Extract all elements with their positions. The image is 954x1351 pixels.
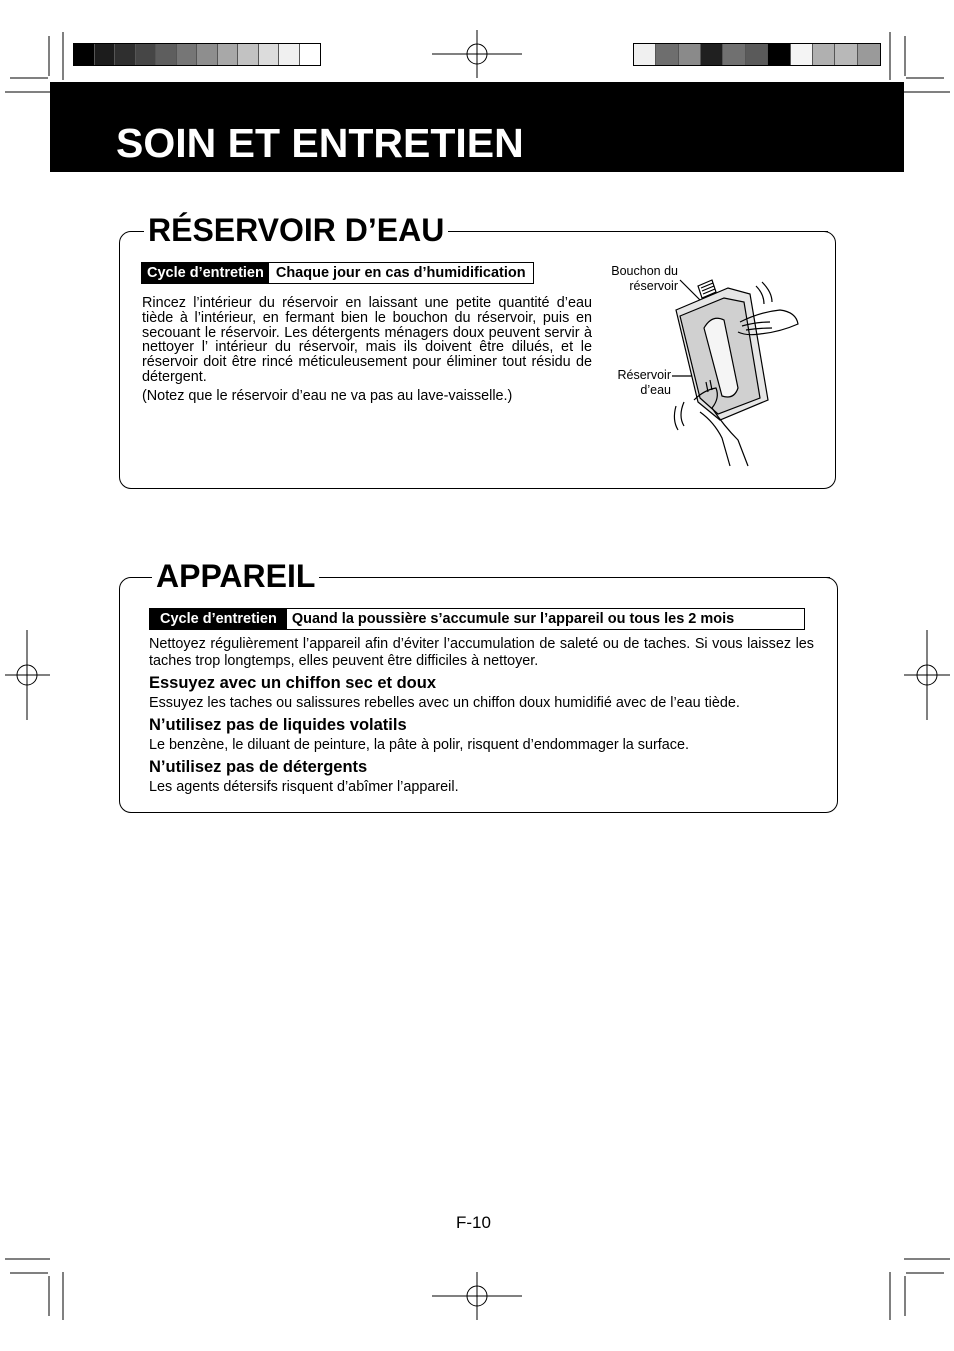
appareil-item-text: Le benzène, le diluant de peinture, la pâte à polir, risquent d’endommager la surface. (149, 737, 689, 753)
color-swatch (177, 44, 198, 65)
color-swatch (701, 44, 723, 65)
figure-label-cap: Bouchon du réservoir (611, 264, 678, 293)
color-swatch (656, 44, 678, 65)
color-swatch (218, 44, 239, 65)
color-swatch (768, 44, 790, 65)
page-number: F-10 (456, 1213, 491, 1232)
reservoir-heading: RÉSERVOIR D’EAU (144, 211, 448, 249)
cycle-value: Quand la poussière s’accumule sur l’appareil ou tous les 2 mois (287, 609, 739, 629)
appareil-intro: Nettoyez régulièrement l’appareil afin d’éviter l’accumulation de saleté ou de taches. Si vous laissez les taches trop longtemps, elles peuvent être difficiles à nettoyer. (149, 636, 814, 669)
cycle-label: Cycle d’entretien (150, 609, 287, 629)
appareil-item-heading: Essuyez avec un chiffon sec et doux (149, 674, 437, 692)
appareil-cycle-badge (149, 608, 805, 630)
color-bar-left (73, 43, 321, 66)
color-swatch (813, 44, 835, 65)
reservoir-heading-rule (440, 231, 828, 232)
color-swatch (238, 44, 259, 65)
cycle-value: Chaque jour en cas d’humidification (269, 263, 533, 283)
page-title: SOIN ET ENTRETIEN (116, 120, 524, 166)
color-swatch (634, 44, 656, 65)
color-swatch (115, 44, 136, 65)
figure-label-tank: Réservoir d’eau (617, 368, 671, 397)
color-swatch (279, 44, 300, 65)
appareil-item-heading: N’utilisez pas de liquides volatils (149, 716, 407, 734)
color-swatch (723, 44, 745, 65)
color-swatch (259, 44, 280, 65)
color-swatch (74, 44, 95, 65)
appareil-item-text: Les agents détersifs risquent d’abîmer l’appareil. (149, 779, 459, 795)
color-swatch (858, 44, 880, 65)
color-swatch (197, 44, 218, 65)
color-bar-right (633, 43, 881, 66)
color-swatch (679, 44, 701, 65)
title-band (50, 82, 904, 172)
appareil-item-heading: N’utilisez pas de détergents (149, 758, 368, 776)
water-tank-illustration (660, 270, 810, 470)
appareil-heading-rule (314, 577, 830, 578)
reservoir-instructions: Rincez l’intérieur du réservoir en laissant une petite quantité d’eau tiède à l’intérieur, en fermant bien le bouchon du réservoir, puis en secouant le réservoir. Les détergents ménagers doux peuvent servir à nettoyer l’ intérieur du réservoir, mais ils doivent être dilués, et le réservoir doit être rincé méticuleusement pour éliminer tout résidu de détergent. (142, 295, 592, 385)
color-swatch (136, 44, 157, 65)
color-swatch (746, 44, 768, 65)
color-swatch (835, 44, 857, 65)
appareil-item-text: Essuyez les taches ou salissures rebelles avec un chiffon doux humidifié avec de l’eau tiède. (149, 695, 740, 711)
reservoir-cycle-badge (141, 262, 534, 284)
cycle-label: Cycle d’entretien (142, 263, 269, 283)
color-swatch (300, 44, 320, 65)
color-swatch (156, 44, 177, 65)
reservoir-note: (Notez que le réservoir d’eau ne va pas au lave-vaisselle.) (142, 388, 513, 404)
color-swatch (95, 44, 116, 65)
appareil-heading: APPAREIL (152, 557, 319, 595)
color-swatch (791, 44, 813, 65)
